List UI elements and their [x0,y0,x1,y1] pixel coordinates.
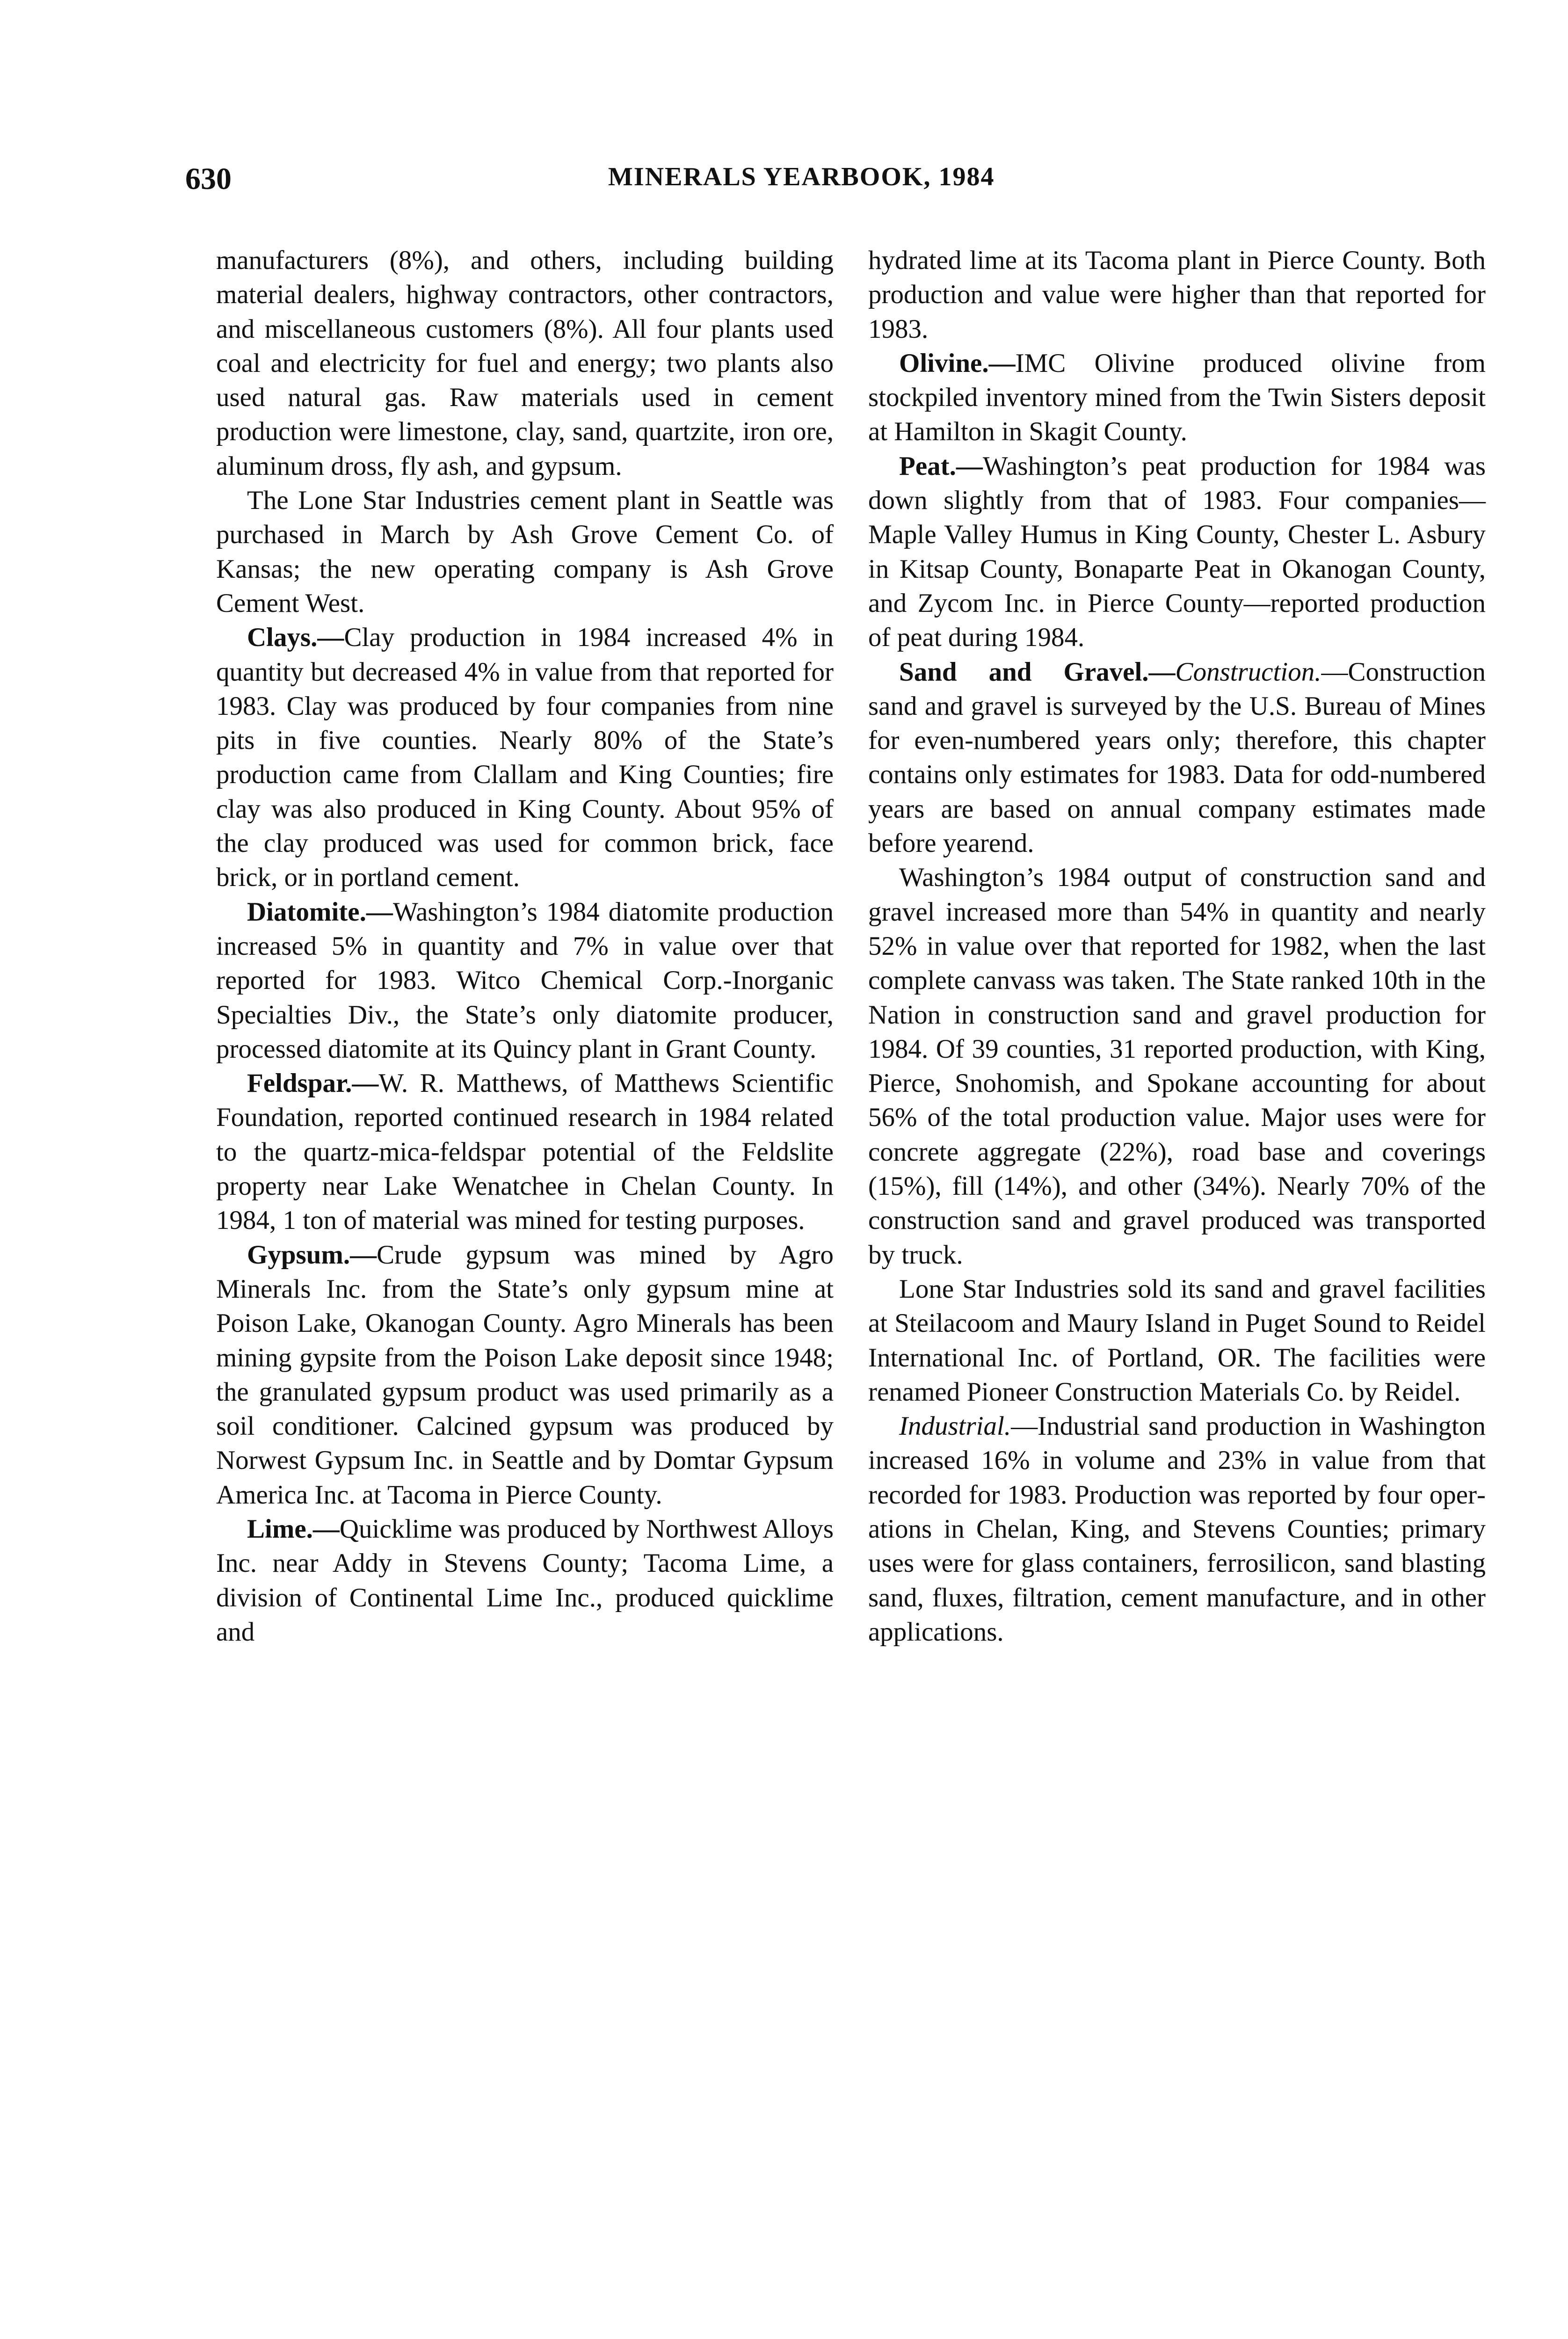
diatomite-text: Washington’s 1984 diatomite production increased 5% in quantity and 7% in value over that reported for 1983. Witco Chemical Corp.-Inorganic Specialties Div., the State’s only diatomite producer, processed diatomite at its Quincy plant in Grant County. [216,897,834,1064]
feldspar-heading: Feldspar.— [247,1068,379,1098]
lime-text: Quicklime was produced by Northwest Alloys Inc. near Addy in Stevens County; Tacoma Lime, a division of Continental Lime Inc., produced quicklime and [216,1514,834,1647]
clays-paragraph [216,620,834,894]
diatomite-paragraph [216,895,834,1066]
lime-paragraph [216,1512,834,1649]
lone-star-sale-paragraph: Lone Star Industries sold its sand and gravel facilities at Steilacoom and Maury Island in Puget Sound to Reidel International Inc. of Portland, OR. The facilities were renamed Pioneer Construction Materials Co. by Reidel. [868,1274,1486,1407]
peat-paragraph [868,449,1486,655]
gypsum-text: Crude gypsum was mined by Agro Minerals Inc. from the State’s only gypsum mine at Poison Lake, Okanogan County. Agro Minerals has been mining gypsite from the Poison Lake deposit since 1948; the granulated gypsum product was used primarily as a soil conditioner. Calcined gypsum was produced by Norwest Gypsum Inc. in Seattle and by Domtar Gypsum America Inc. at Tacoma in Pierce County. [216,1240,834,1510]
gypsum-heading: Gypsum.— [247,1240,377,1270]
sand-gravel-paragraph [868,655,1486,861]
right-column [868,243,1486,1649]
feldspar-paragraph [216,1066,834,1237]
peat-heading: Peat.— [899,451,983,481]
olivine-text: IMC Olivine produced olivine from stockpiled inventory mined from the Twin Sisters deposit at Hamilton in Skagit County. [868,348,1486,447]
page-number: 630 [185,162,232,196]
cement-paragraph-continued: manufacturers (8%), and others, including building material dealers, highway contractors, other contractors, and miscellaneous customers (8%). All four plants used coal and electricity for fuel and energy; two plants also used natural gas. Raw materials used in cement production were limestone, clay, sand, quartzite, iron ore, aluminum dross, fly ash, and gypsum. [216,246,834,481]
sand-gravel-heading: Sand and Gravel.— [899,657,1176,687]
industrial-sand-paragraph [868,1409,1486,1649]
olivine-heading: Olivine.— [899,348,1016,378]
gypsum-paragraph [216,1238,834,1512]
running-head: MINERALS YEARBOOK, 1984 [608,162,995,191]
lime-heading: Lime.— [247,1514,340,1544]
construction-output-paragraph: Washington’s 1984 output of construction sand and gravel increased more than 54% in quantity and nearly 52% in value over that reported for 1982, when the last complete canvass was taken. The State ranked 10th in the Nation in construction sand and gravel production for 1984. Of 39 counties, 31 reported production, with King, Pierce, Snohomish, and Spokane accounting for about 56% of the total production value. Major uses were for concrete aggregate (22%), road base and coverings (15%), fill (14%), and other (34%). Nearly 70% of the construction sand and gravel produced was transported by truck. [868,863,1486,1270]
peat-text: Washington’s peat production for 1984 was down slightly from that of 1983. Four companies—Maple Valley Humus in King County, Chester L. Asbury in Kitsap County, Bonaparte Peat in Okanogan County, and Zycom Inc. in Pierce County—reported production of peat during 1984. [868,451,1486,653]
feldspar-text: W. R. Matthews, of Matthews Scientific Foundation, reported continued research in 1984 related to the quartz-mica-feldspar potential of the Feldslite property near Lake Wenatchee in Chelan County. In 1984, 1 ton of material was mined for testing purposes. [216,1068,834,1235]
olivine-paragraph [868,346,1486,449]
industrial-dash: — [1011,1411,1038,1441]
clays-text: Clay production in 1984 increased 4% in quantity but decreased 4% in value from that reported for 1983. Clay was produced by four companies from nine pits in five counties. Nearly 80% of the State’s production came from Clallam and King Counties; fire clay was also produced in King County. About 95% of the clay produced was used for common brick, face brick, or in portland cement. [216,623,834,893]
left-column [216,243,834,1649]
construction-dash: — [1321,657,1348,687]
lone-star-cement-paragraph: The Lone Star Industries cement plant in Seattle was purchased in March by Ash Grove Cement Co. of Kansas; the new operating company is Ash Grove Cement West. [216,486,834,618]
industrial-text: Industrial sand production in Washington increased 16% in volume and 23% in value from that recorded for 1983. Production was reported by four operations in Chelan, King, and Stevens Counties; primary uses were for glass containers, ferrosilicon, sand blasting sand, fluxes, filtration, cement manufacture, and in other applications. [868,1411,1486,1647]
diatomite-heading: Diatomite.— [247,897,393,927]
industrial-subheading: Industrial. [899,1411,1011,1441]
lime-paragraph-continued: hydrated lime at its Tacoma plant in Pierce County. Both production and value were higher than that reported for 1983. [868,246,1486,344]
clays-heading: Clays.— [247,623,344,653]
sand-gravel-text: Construction sand and gravel is surveyed by the U.S. Bureau of Mines for even-numbered years only; therefore, this chapter contains only estimates for 1983. Data for odd-numbered years are based on annual company estimates made before yearend. [868,657,1486,858]
construction-subheading: Construction. [1175,657,1321,687]
